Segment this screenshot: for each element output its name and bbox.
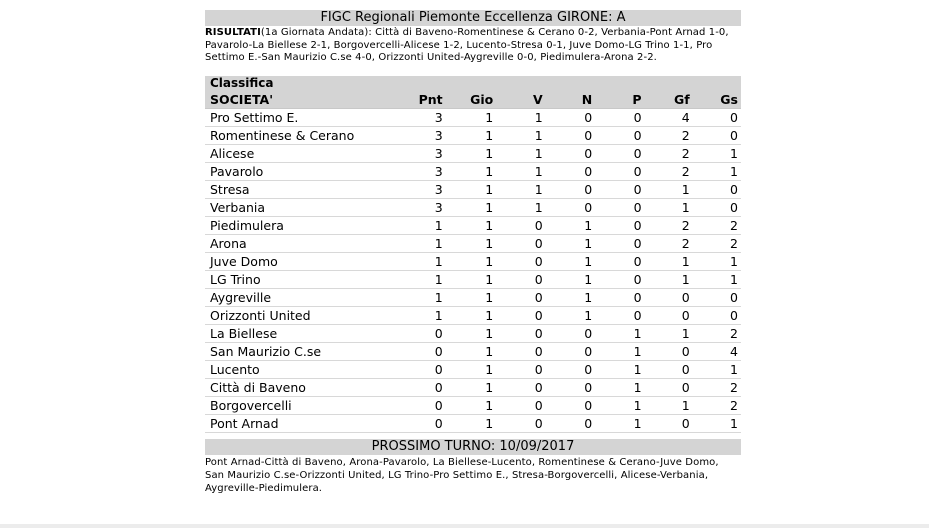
- goals-for-cell: 2: [645, 162, 693, 180]
- played-cell: 1: [446, 378, 497, 396]
- points-cell: 3: [373, 180, 446, 198]
- points-cell: 3: [373, 144, 446, 162]
- drawn-cell: 0: [546, 324, 595, 342]
- goals-for-cell: 2: [645, 234, 693, 252]
- table-row: [205, 414, 741, 432]
- goals-against-cell: 0: [693, 126, 741, 144]
- goals-against-cell: 2: [693, 216, 741, 234]
- table-row: [205, 108, 741, 126]
- played-cell: 1: [446, 324, 497, 342]
- goals-for-cell: 4: [645, 108, 693, 126]
- goals-against-cell: 2: [693, 396, 741, 414]
- table-row: [205, 180, 741, 198]
- points-cell: 1: [373, 306, 446, 324]
- drawn-cell: 0: [546, 360, 595, 378]
- points-cell: 3: [373, 162, 446, 180]
- won-cell: 0: [496, 216, 545, 234]
- won-cell: 0: [496, 360, 545, 378]
- col-header-played: Gio: [446, 91, 497, 109]
- table-row: [205, 198, 741, 216]
- goals-against-cell: 0: [693, 288, 741, 306]
- results-label: RISULTATI: [205, 27, 261, 38]
- goals-for-cell: 0: [645, 360, 693, 378]
- won-cell: 0: [496, 396, 545, 414]
- points-cell: 0: [373, 414, 446, 432]
- standings-header-row: [205, 91, 741, 109]
- lost-cell: 0: [595, 288, 644, 306]
- points-cell: 1: [373, 234, 446, 252]
- lost-cell: 0: [595, 270, 644, 288]
- points-cell: 0: [373, 360, 446, 378]
- col-header-lost: P: [595, 91, 644, 109]
- won-cell: 0: [496, 414, 545, 432]
- lost-cell: 0: [595, 216, 644, 234]
- points-cell: 1: [373, 216, 446, 234]
- lost-cell: 1: [595, 378, 644, 396]
- lost-cell: 0: [595, 234, 644, 252]
- table-row: [205, 216, 741, 234]
- col-header-goals-for: Gf: [645, 91, 693, 109]
- team-name-cell: Pro Settimo E.: [205, 108, 373, 126]
- goals-against-cell: 0: [693, 198, 741, 216]
- won-cell: 0: [496, 342, 545, 360]
- goals-for-cell: 2: [645, 126, 693, 144]
- standings-widget: [205, 10, 741, 495]
- drawn-cell: 0: [546, 414, 595, 432]
- goals-for-cell: 0: [645, 342, 693, 360]
- goals-against-cell: 1: [693, 144, 741, 162]
- next-round-title: PROSSIMO TURNO: 10/09/2017: [205, 439, 741, 455]
- team-name-cell: Pont Arnad: [205, 414, 373, 432]
- drawn-cell: 0: [546, 396, 595, 414]
- lost-cell: 0: [595, 180, 644, 198]
- drawn-cell: 0: [546, 108, 595, 126]
- lost-cell: 0: [595, 144, 644, 162]
- col-header-team: SOCIETA': [205, 91, 373, 109]
- table-row: [205, 270, 741, 288]
- page-title: FIGC Regionali Piemonte Eccellenza GIRONE: A: [205, 10, 741, 26]
- won-cell: 1: [496, 180, 545, 198]
- table-row: [205, 288, 741, 306]
- points-cell: 3: [373, 108, 446, 126]
- goals-for-cell: 0: [645, 306, 693, 324]
- played-cell: 1: [446, 306, 497, 324]
- drawn-cell: 1: [546, 252, 595, 270]
- bottom-divider: [0, 524, 929, 528]
- goals-for-cell: 0: [645, 288, 693, 306]
- team-name-cell: LG Trino: [205, 270, 373, 288]
- col-header-drawn: N: [546, 91, 595, 109]
- won-cell: 1: [496, 126, 545, 144]
- lost-cell: 1: [595, 396, 644, 414]
- drawn-cell: 0: [546, 342, 595, 360]
- table-row: [205, 252, 741, 270]
- goals-against-cell: 1: [693, 252, 741, 270]
- played-cell: 1: [446, 126, 497, 144]
- team-name-cell: Verbania: [205, 198, 373, 216]
- table-row: [205, 126, 741, 144]
- goals-against-cell: 2: [693, 234, 741, 252]
- won-cell: 0: [496, 234, 545, 252]
- goals-for-cell: 2: [645, 216, 693, 234]
- lost-cell: 0: [595, 198, 644, 216]
- points-cell: 0: [373, 342, 446, 360]
- goals-for-cell: 1: [645, 252, 693, 270]
- points-cell: 0: [373, 378, 446, 396]
- drawn-cell: 0: [546, 378, 595, 396]
- played-cell: 1: [446, 216, 497, 234]
- played-cell: 1: [446, 270, 497, 288]
- results-paragraph: [205, 27, 741, 65]
- next-round-text: Pont Arnad-Città di Baveno, Arona-Pavarolo, La Biellese-Lucento, Romentinese & Cerano-Juve Domo, San Maurizio C.se-Orizzonti United, LG Trino-Pro Settimo E., Stresa-Borgovercelli, Alicese-Verbania, Aygreville-Piedimulera.: [205, 456, 719, 494]
- drawn-cell: 0: [546, 180, 595, 198]
- goals-for-cell: 0: [645, 414, 693, 432]
- lost-cell: 1: [595, 342, 644, 360]
- drawn-cell: 0: [546, 198, 595, 216]
- won-cell: 1: [496, 198, 545, 216]
- goals-for-cell: 1: [645, 396, 693, 414]
- played-cell: 1: [446, 288, 497, 306]
- team-name-cell: La Biellese: [205, 324, 373, 342]
- lost-cell: 0: [595, 108, 644, 126]
- table-row: [205, 360, 741, 378]
- standings-title: Classifica: [205, 76, 741, 91]
- won-cell: 1: [496, 162, 545, 180]
- goals-against-cell: 1: [693, 162, 741, 180]
- lost-cell: 0: [595, 252, 644, 270]
- team-name-cell: Alicese: [205, 144, 373, 162]
- won-cell: 0: [496, 270, 545, 288]
- team-name-cell: Romentinese & Cerano: [205, 126, 373, 144]
- lost-cell: 0: [595, 162, 644, 180]
- col-header-points: Pnt: [373, 91, 446, 109]
- won-cell: 0: [496, 378, 545, 396]
- played-cell: 1: [446, 162, 497, 180]
- goals-for-cell: 1: [645, 270, 693, 288]
- col-header-goals-against: Gs: [693, 91, 741, 109]
- table-row: [205, 342, 741, 360]
- won-cell: 0: [496, 288, 545, 306]
- drawn-cell: 0: [546, 126, 595, 144]
- goals-against-cell: 1: [693, 414, 741, 432]
- team-name-cell: Juve Domo: [205, 252, 373, 270]
- table-row: [205, 162, 741, 180]
- team-name-cell: Pavarolo: [205, 162, 373, 180]
- table-row: [205, 396, 741, 414]
- lost-cell: 0: [595, 126, 644, 144]
- lost-cell: 1: [595, 360, 644, 378]
- played-cell: 1: [446, 252, 497, 270]
- standings-body: [205, 108, 741, 432]
- points-cell: 3: [373, 198, 446, 216]
- goals-against-cell: 2: [693, 324, 741, 342]
- team-name-cell: Stresa: [205, 180, 373, 198]
- points-cell: 1: [373, 288, 446, 306]
- played-cell: 1: [446, 396, 497, 414]
- lost-cell: 1: [595, 324, 644, 342]
- played-cell: 1: [446, 108, 497, 126]
- table-row: [205, 324, 741, 342]
- played-cell: 1: [446, 234, 497, 252]
- goals-against-cell: 1: [693, 270, 741, 288]
- played-cell: 1: [446, 414, 497, 432]
- goals-against-cell: 0: [693, 306, 741, 324]
- goals-against-cell: 0: [693, 108, 741, 126]
- team-name-cell: Aygreville: [205, 288, 373, 306]
- points-cell: 0: [373, 324, 446, 342]
- table-row: [205, 144, 741, 162]
- drawn-cell: 1: [546, 216, 595, 234]
- goals-against-cell: 0: [693, 180, 741, 198]
- points-cell: 0: [373, 396, 446, 414]
- played-cell: 1: [446, 360, 497, 378]
- lost-cell: 0: [595, 306, 644, 324]
- table-row: [205, 306, 741, 324]
- drawn-cell: 1: [546, 270, 595, 288]
- played-cell: 1: [446, 180, 497, 198]
- played-cell: 1: [446, 198, 497, 216]
- lost-cell: 1: [595, 414, 644, 432]
- won-cell: 1: [496, 144, 545, 162]
- won-cell: 0: [496, 252, 545, 270]
- drawn-cell: 1: [546, 288, 595, 306]
- team-name-cell: Piedimulera: [205, 216, 373, 234]
- won-cell: 0: [496, 324, 545, 342]
- results-text: (1a Giornata Andata): Città di Baveno-Romentinese & Cerano 0-2, Verbania-Pont Arnad 1-0, Pavarolo-La Biellese 2-1, Borgovercelli-Alicese 1-2, Lucento-Stresa 0-1, Juve Domo-LG Trino 1-1, Pro Settimo E.-San Maurizio C.se 4-0, Orizzonti United-Aygreville 0-0, Piedimulera-Arona 2-2.: [205, 27, 729, 63]
- standings-table: [205, 91, 741, 433]
- drawn-cell: 0: [546, 162, 595, 180]
- played-cell: 1: [446, 342, 497, 360]
- points-cell: 1: [373, 270, 446, 288]
- goals-for-cell: 1: [645, 324, 693, 342]
- won-cell: 0: [496, 306, 545, 324]
- goals-for-cell: 2: [645, 144, 693, 162]
- team-name-cell: San Maurizio C.se: [205, 342, 373, 360]
- won-cell: 1: [496, 108, 545, 126]
- points-cell: 1: [373, 252, 446, 270]
- goals-for-cell: 0: [645, 378, 693, 396]
- team-name-cell: Borgovercelli: [205, 396, 373, 414]
- drawn-cell: 1: [546, 306, 595, 324]
- team-name-cell: Orizzonti United: [205, 306, 373, 324]
- drawn-cell: 1: [546, 234, 595, 252]
- goals-for-cell: 1: [645, 180, 693, 198]
- col-header-won: V: [496, 91, 545, 109]
- team-name-cell: Lucento: [205, 360, 373, 378]
- points-cell: 3: [373, 126, 446, 144]
- goals-against-cell: 4: [693, 342, 741, 360]
- goals-against-cell: 2: [693, 378, 741, 396]
- table-row: [205, 378, 741, 396]
- played-cell: 1: [446, 144, 497, 162]
- team-name-cell: Città di Baveno: [205, 378, 373, 396]
- goals-for-cell: 1: [645, 198, 693, 216]
- goals-against-cell: 1: [693, 360, 741, 378]
- team-name-cell: Arona: [205, 234, 373, 252]
- table-row: [205, 234, 741, 252]
- drawn-cell: 0: [546, 144, 595, 162]
